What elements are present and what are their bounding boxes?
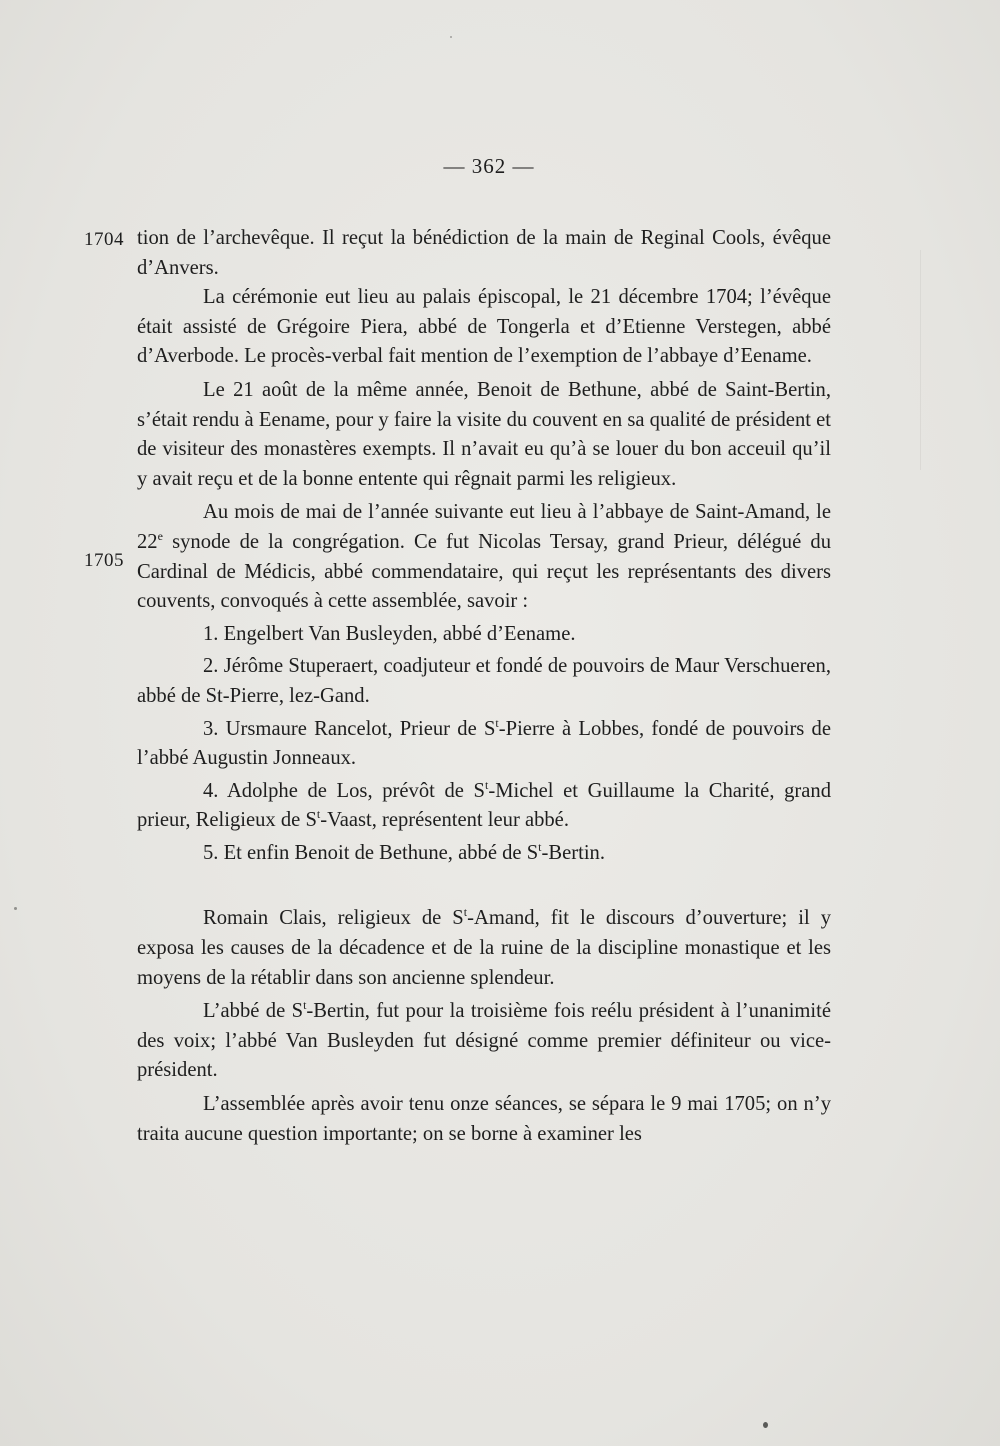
list-item-4 [137,777,831,836]
paragraph-continuation: tion de l’archevêque. Il reçut la bénédiction de la main de Reginal Cools, évêque d’Anvers. [137,227,831,279]
list-item-3-text-a: 3. Ursmaure Rancelot, Prieur de S [203,717,496,740]
superscript: t [495,715,499,730]
paragraph-synod-text-b: synode de la congrégation. Ce fut Nicolas Tersay, grand Prieur, délégué du Cardinal de Médicis, abbé commendataire, qui reçut les représentants des divers couvents, convoqués à cette assemblée, savoir : [137,530,831,613]
list-item-4-text-a: 4. Adolphe de Los, prévôt de S [203,779,485,802]
body-text [137,224,831,1149]
list-item-1: 1. Engelbert Van Busleyden, abbé d’Eename. [203,622,576,645]
superscript: t [485,777,489,792]
paragraph-opening-text-b: -Amand, fit le discours d’ouverture; il y exposa les causes de la décadence et de la ruine de la discipline monastique et les moyens de la rétablir dans son ancienne splendeur. [137,907,831,989]
paragraph-assembly: L’assemblée après avoir tenu onze séances, se sépara le 9 mai 1705; on n’y traita aucune question importante; on se borne à examiner les [137,1093,831,1145]
paragraph-ceremony: La cérémonie eut lieu au palais épiscopal, le 21 décembre 1704; l’évêque était assisté de Grégoire Piera, abbé de Tongerla et d’Etienne Verstegen, abbé d’Averbode. Le procès-verbal fait mention de l’exemption de l’abbaye d’Eename. [137,286,831,368]
superscript: t [538,840,542,855]
paragraph-election-text-a: L’abbé de S [203,1000,304,1023]
paper-speck [450,36,452,38]
paragraph-opening-text-a: Romain Clais, religieux de S [203,907,464,930]
paragraph-visit: Le 21 août de la même année, Benoit de Bethune, abbé de Saint-Bertin, s’était rendu à Eename, pour y faire la visite du couvent en sa qualité de président et de visiteur des monastères exempts. Il n’avait eu qu’à se louer du bon acceuil qu’il y avait reçu et de la bonne entente qui rêgnait parmi les religieux. [137,378,831,490]
page-number: — 362 — [443,154,535,178]
margin-year-1705: 1705 [84,550,124,571]
paper-speck [14,907,17,910]
paper-speck [763,1422,768,1428]
margin-year-1704: 1704 [84,229,124,250]
list-item-4-text-c: -Vaast, représentent leur abbé. [320,809,569,832]
list-item-5-text-a: 5. Et enfin Benoit de Bethune, abbé de S [203,841,539,864]
superscript: t [316,807,321,822]
superscript: t [463,905,468,920]
paragraph-synod-text-a: Au mois de mai de l’année suivante eut lieu à l’abbaye de Saint-Amand, le 22 [137,501,831,553]
list-item-3 [137,715,831,774]
list-item-2: 2. Jérôme Stuperaert, coadjuteur et fondé de pouvoirs de Maur Verschueren, abbé de St-Pierre, lez-Gand. [137,655,831,707]
paragraph-election-text-b: -Bertin, fut pour la troisième fois reélu président à l’unanimité des voix; l’abbé Van Busleyden fut désigné comme premier définiteur ou vice-président. [137,1000,832,1082]
paper-grain [920,250,921,470]
list-item-3-text-b: -Pierre à Lobbes, fondé de pouvoirs de l’abbé Augustin Jonneaux. [137,717,831,770]
paragraph-opening-speech [137,904,831,993]
superscript: t [303,998,307,1013]
paragraph-election [137,997,831,1086]
paragraph-synod [137,498,831,616]
superscript: e [157,529,163,544]
list-item-5 [137,839,831,869]
list-item-4-text-b: -Michel et Guillaume la Charité, grand prieur, Religieux de S [137,779,831,832]
list-item-5-text-b: -Bertin. [541,841,605,864]
